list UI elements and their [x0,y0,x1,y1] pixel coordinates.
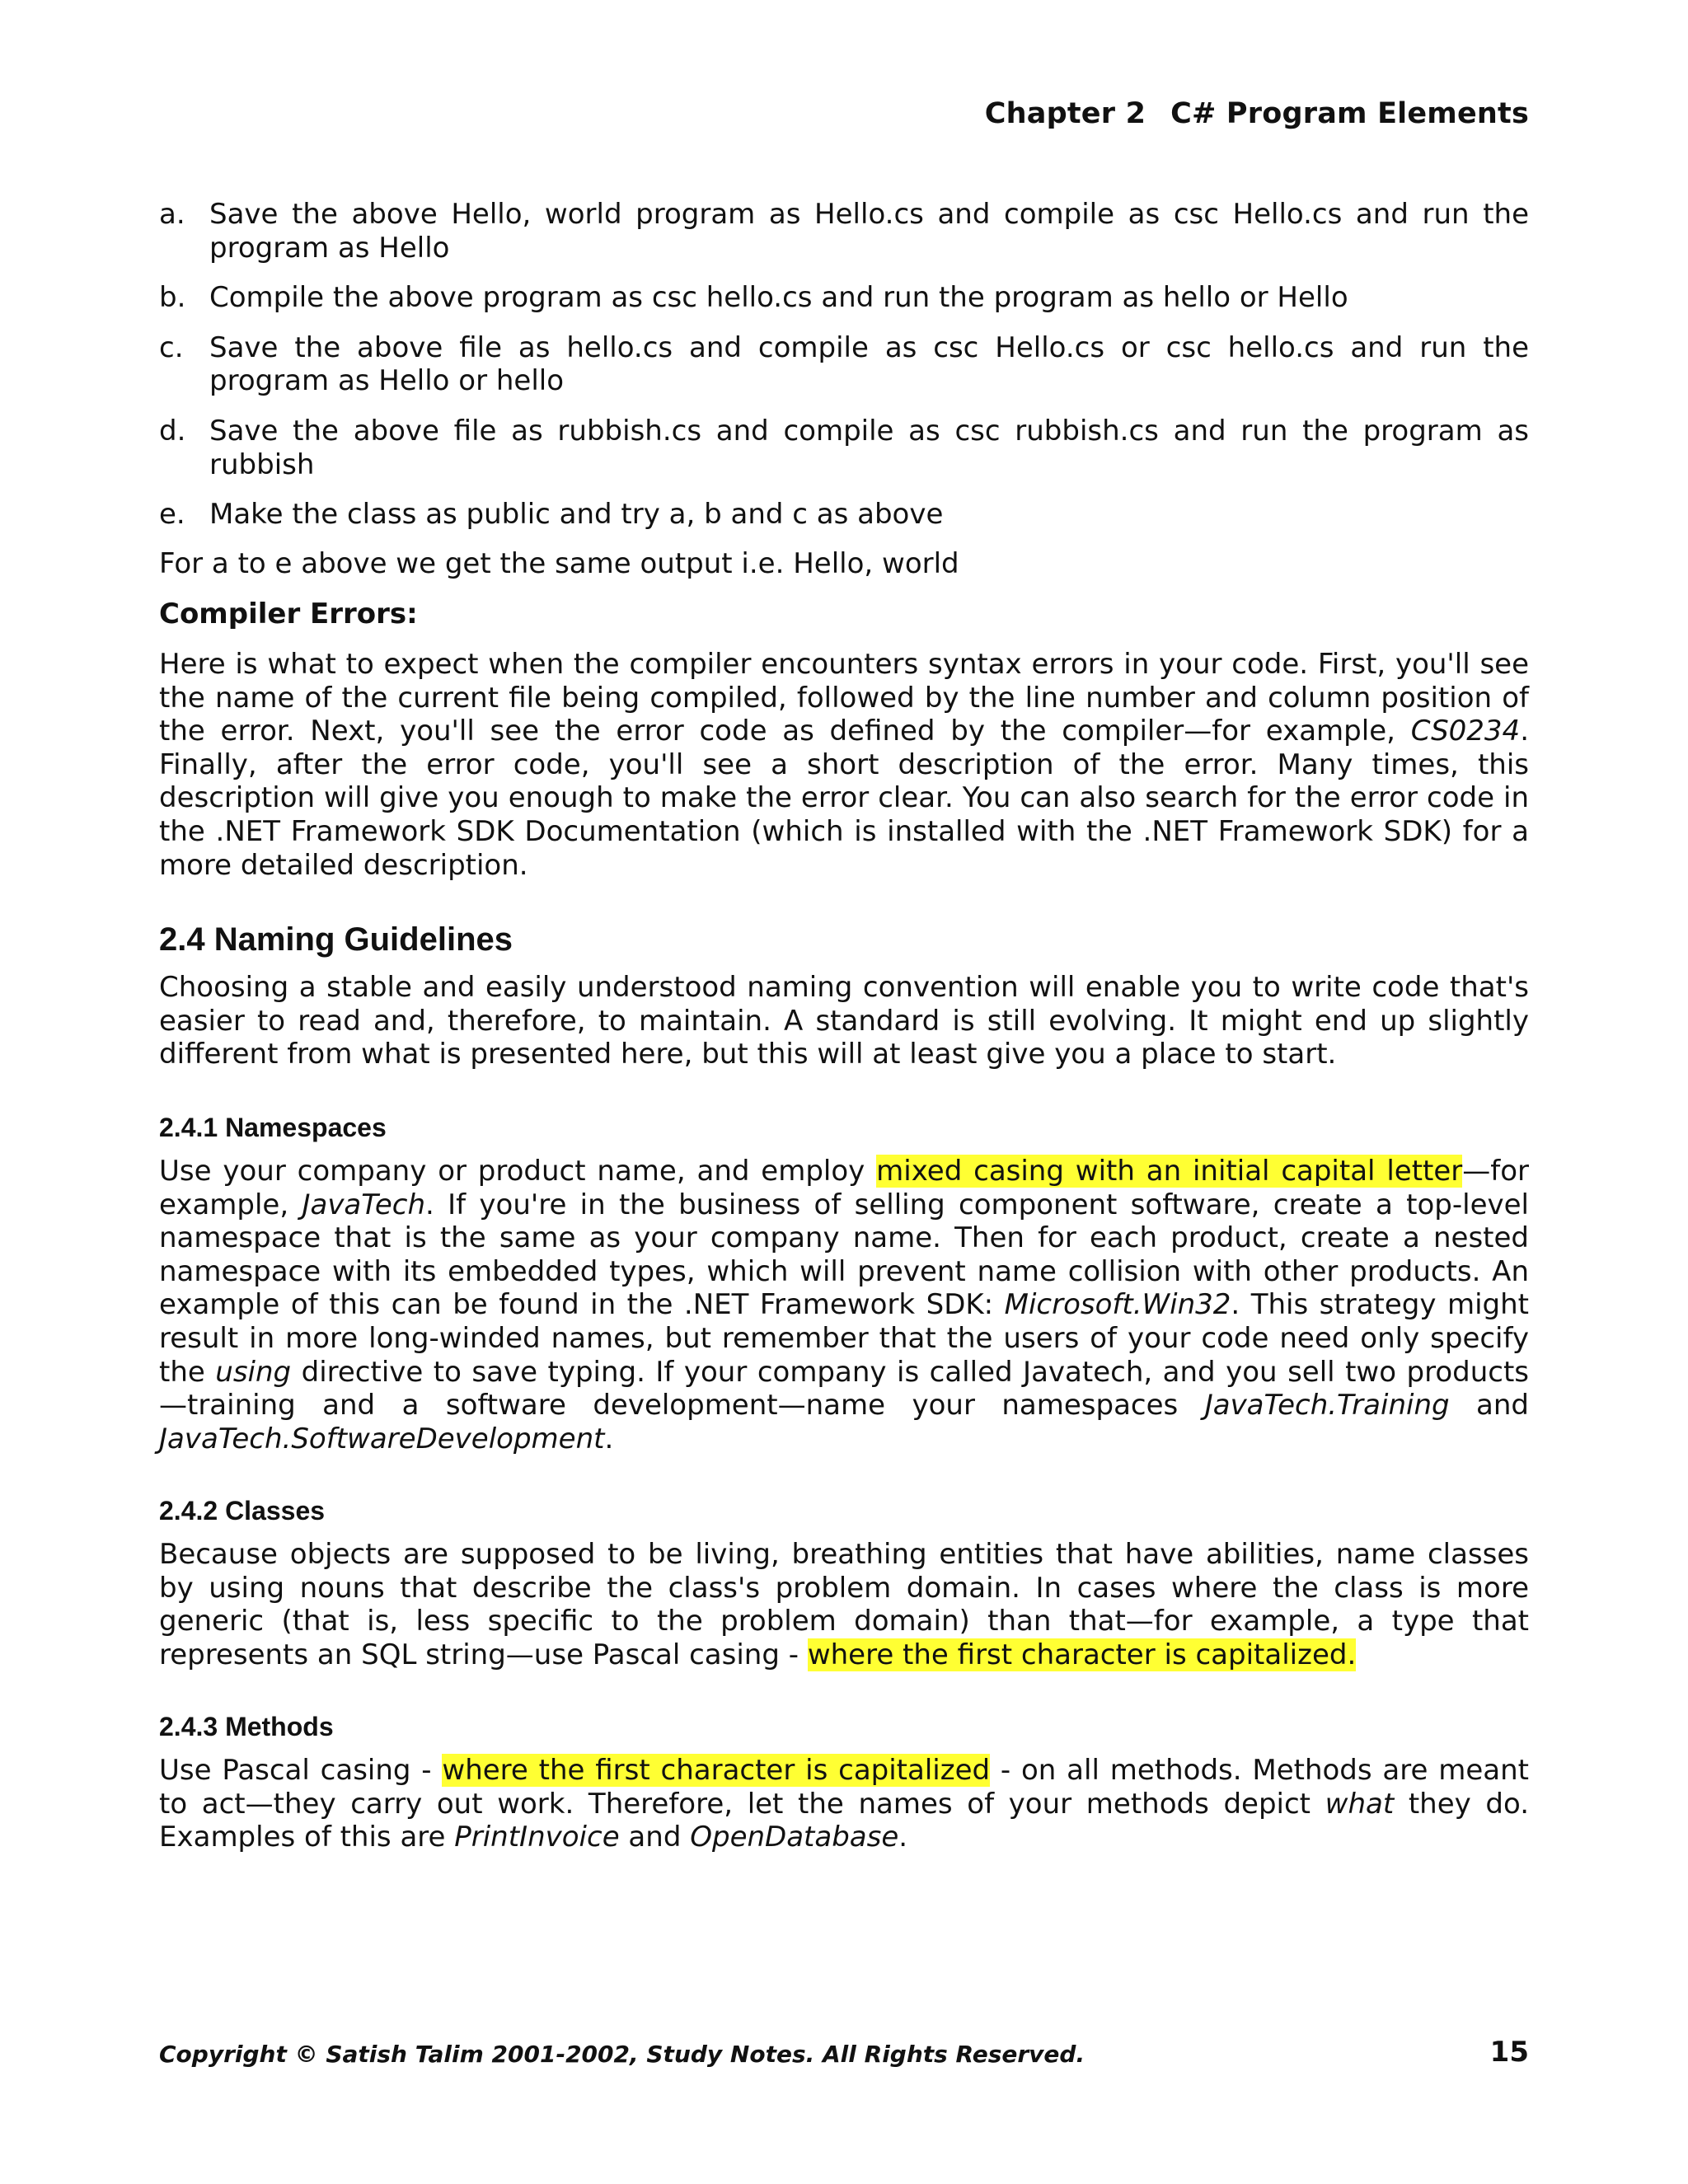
steps-list [159,198,1529,548]
emphasis-term: what [1325,1787,1395,1821]
methods-text: . [898,1821,908,1854]
copyright-footer: Copyright © Satish Talim 2001-2002, Study Notes. All Rights Reserved. [159,2041,1085,2068]
methods-paragraph [159,1754,1529,1854]
methods-text: they do. Examples of this are [159,1787,1529,1854]
list-item [159,198,1529,265]
methods-text: and [619,1821,691,1854]
list-marker: d. [159,414,186,448]
compiler-errors-heading: Compiler Errors: [159,598,418,630]
list-item [159,498,1529,532]
chapter-number: Chapter 2 [984,97,1146,130]
namespaces-text: . If you're in the business of selling component software, create a top-level namespace that is the same as your company name. Then for each product, create a nested namespace with its embedded types, which will prevent name collision with other products. An example of this can be found in the .NET Framework SDK: [159,1188,1529,1322]
highlighted-text: where the first character is capitalized. [807,1638,1357,1671]
namespaces-paragraph [159,1155,1529,1455]
compiler-errors-text-1: Here is what to expect when the compiler encounters syntax errors in your code. First, you'll see the name of the current file being compiled, followed by the line number and column position of the error. Next, you'll see the error code as defined by the compiler—for example, [159,648,1529,748]
namespaces-text: . [604,1422,614,1455]
list-marker: e. [159,498,185,532]
method-example: OpenDatabase [690,1821,899,1854]
chapter-title: C# Program Elements [1170,97,1529,130]
compiler-errors-text-2: . Finally, after the error code, you'll see a short description of the error. Many times, this description will give you enough to make the error clear. You can also search for the error code in the .NET Framework SDK Documentation (which is installed with the .NET Framework SDK) for a more detailed description. [159,715,1529,882]
list-marker: b. [159,281,186,315]
namespace-example: JavaTech.Training [1204,1389,1450,1422]
page-number: 15 [1489,2036,1529,2069]
namespace-example: Microsoft.Win32 [1004,1288,1231,1322]
list-marker: c. [159,330,184,364]
highlighted-text: where the first character is capitalized [442,1754,991,1787]
naming-guidelines-intro: Choosing a stable and easily understood naming convention will enable you to write code that's easier to read and, therefore, to maintain. A standard is still evolving. It might end up slightly different from what is presented here, but this will at least give you a place to start. [159,971,1529,1071]
list-item-text: Save the above Hello, world program as Hello.cs and compile as csc Hello.cs and run the program as Hello [209,198,1529,265]
compiler-errors-paragraph [159,648,1529,882]
list-item [159,415,1529,481]
summary-text: For a to e above we get the same output i.e. Hello, world [159,547,959,580]
namespaces-text: and [1449,1389,1529,1422]
chapter-header [985,97,1529,130]
keyword-term: using [215,1355,292,1389]
namespace-example: JavaTech [302,1188,425,1221]
namespaces-heading: 2.4.1 Namespaces [159,1113,387,1142]
namespaces-text: —for example, [159,1155,1530,1221]
methods-text: - on all methods. Methods are meant to act—they carry out work. Therefore, let the names of your methods depict [159,1754,1529,1821]
namespace-example: JavaTech.SoftwareDevelopment [159,1422,605,1455]
error-code: CS0234 [1410,715,1521,748]
classes-heading: 2.4.2 Classes [159,1496,326,1526]
list-item-text: Save the above file as rubbish.cs and compile as csc rubbish.cs and run the program as rubbish [209,414,1529,481]
list-marker: a. [159,198,185,231]
list-item-text: Compile the above program as csc hello.cs and run the program as hello or Hello [209,281,1348,315]
highlighted-text: mixed casing with an initial capital letter [876,1155,1463,1188]
naming-guidelines-heading: 2.4 Naming Guidelines [159,921,513,958]
namespaces-text: directive to save typing. If your company is called Javatech, and you sell two products—training and a software development—name your namespaces [159,1355,1529,1422]
namespaces-text: Use your company or product name, and employ [159,1155,877,1188]
methods-heading: 2.4.3 Methods [159,1712,334,1741]
list-item-text: Save the above file as hello.cs and compile as csc Hello.cs or csc hello.cs and run the program as Hello or hello [209,330,1529,398]
methods-text: Use Pascal casing - [159,1754,443,1787]
classes-paragraph [159,1538,1529,1671]
method-example: PrintInvoice [454,1821,620,1854]
classes-text: Because objects are supposed to be living, breathing entities that have abilities, name classes by using nouns that describe the class's problem domain. In cases where the class is more generic (that is, less specific to the problem domain) than that—for example, a type that represents an SQL string—use Pascal casing - [159,1538,1529,1671]
list-item [159,281,1529,315]
namespaces-text: . This strategy might result in more long-winded names, but remember that the users of your code need only specify the [159,1288,1530,1389]
list-item [159,331,1529,398]
list-item-text: Make the class as public and try a, b and c as above [209,498,944,532]
